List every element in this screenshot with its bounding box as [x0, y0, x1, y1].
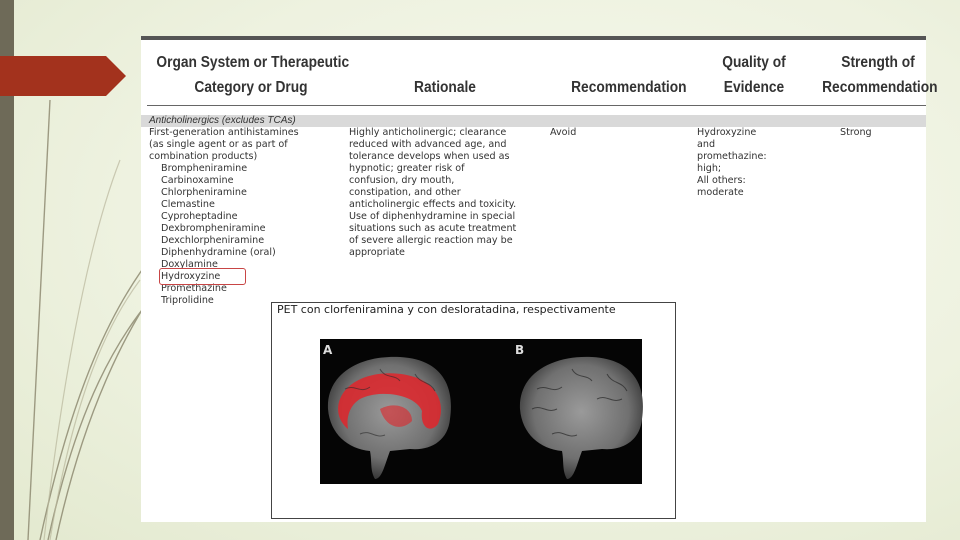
rationale-line: tolerance develops when used as: [349, 151, 510, 162]
pet-figure: [271, 302, 676, 519]
drug-item: Clemastine: [161, 199, 215, 210]
rationale-line: Use of diphenhydramine in special: [349, 211, 516, 222]
rationale-line: hypnotic; greater risk of: [349, 163, 465, 174]
header-line: Evidence: [723, 79, 785, 96]
right-arrow-icon: [0, 56, 126, 96]
highlight-box: [159, 268, 246, 285]
rationale-line: constipation, and other: [349, 187, 461, 198]
header-organ-system: [156, 50, 350, 100]
strength-cell: Strong: [840, 127, 872, 138]
pet-label-a: A: [323, 343, 333, 357]
drug-intro-line: (as single agent or as part of: [149, 139, 288, 150]
drug-item: Brompheniramine: [161, 163, 248, 174]
drug-item-highlighted: Hydroxyzine: [161, 271, 221, 282]
drug-item: Promethazine: [161, 283, 227, 294]
rationale-line: anticholinergic effects and toxicity.: [349, 199, 517, 210]
drug-item: Cyproheptadine: [161, 211, 238, 222]
pet-label-b: B: [515, 343, 525, 357]
pet-scan-image: [320, 339, 642, 484]
rationale-line: confusion, dry mouth,: [349, 175, 455, 186]
drug-intro-line: combination products): [149, 151, 258, 162]
header-quality: [711, 50, 797, 100]
category-label: Anticholinergics (excludes TCAs): [149, 115, 296, 126]
drug-item: Carbinoxamine: [161, 175, 234, 186]
quality-line: high;: [697, 163, 722, 174]
drug-item: Chlorpheniramine: [161, 187, 247, 198]
drug-item: Triprolidine: [161, 295, 214, 306]
header-line: Recommendation: [571, 79, 687, 96]
quality-column: [697, 127, 767, 199]
header-line: Organ System or Therapeutic: [156, 54, 350, 71]
header-line: Recommendation: [822, 79, 938, 96]
brain-scans: [320, 339, 642, 484]
rationale-line: Highly anticholinergic; clearance: [349, 127, 507, 138]
rationale-column: [349, 127, 516, 259]
top-rule: [141, 36, 926, 40]
quality-line: Hydroxyzine: [697, 127, 757, 138]
rationale-line: reduced with advanced age, and: [349, 139, 507, 150]
brain-a: [328, 357, 451, 479]
quality-line: promethazine:: [697, 151, 767, 162]
drug-item: Diphenhydramine (oral): [161, 247, 276, 258]
header-line: Rationale: [414, 79, 476, 96]
drug-item: Dexchlorpheniramine: [161, 235, 265, 246]
header-line: Quality of: [722, 54, 786, 71]
rationale-line: situations such as acute treatment: [349, 223, 517, 234]
drug-item: Dexbrompheniramine: [161, 223, 266, 234]
header-line: Category or Drug: [194, 79, 308, 96]
recommendation-cell: Avoid: [550, 127, 577, 138]
rationale-line: appropriate: [349, 247, 405, 258]
rationale-line: of severe allergic reaction may be: [349, 235, 513, 246]
drug-item: Doxylamine: [161, 259, 218, 270]
quality-line: All others:: [697, 175, 746, 186]
pet-title: PET con clorfeniramina y con desloratadina, respectivamente: [277, 303, 616, 316]
header-line: Strength of: [841, 54, 915, 71]
brain-b: [520, 357, 643, 479]
header-rule: [147, 105, 926, 106]
quality-line: and: [697, 139, 716, 150]
drug-intro-line: First-generation antihistamines: [149, 127, 299, 138]
quality-line: moderate: [697, 187, 744, 198]
header-rationale: [393, 75, 496, 100]
header-recommendation: [571, 75, 687, 100]
header-strength: [822, 50, 938, 100]
